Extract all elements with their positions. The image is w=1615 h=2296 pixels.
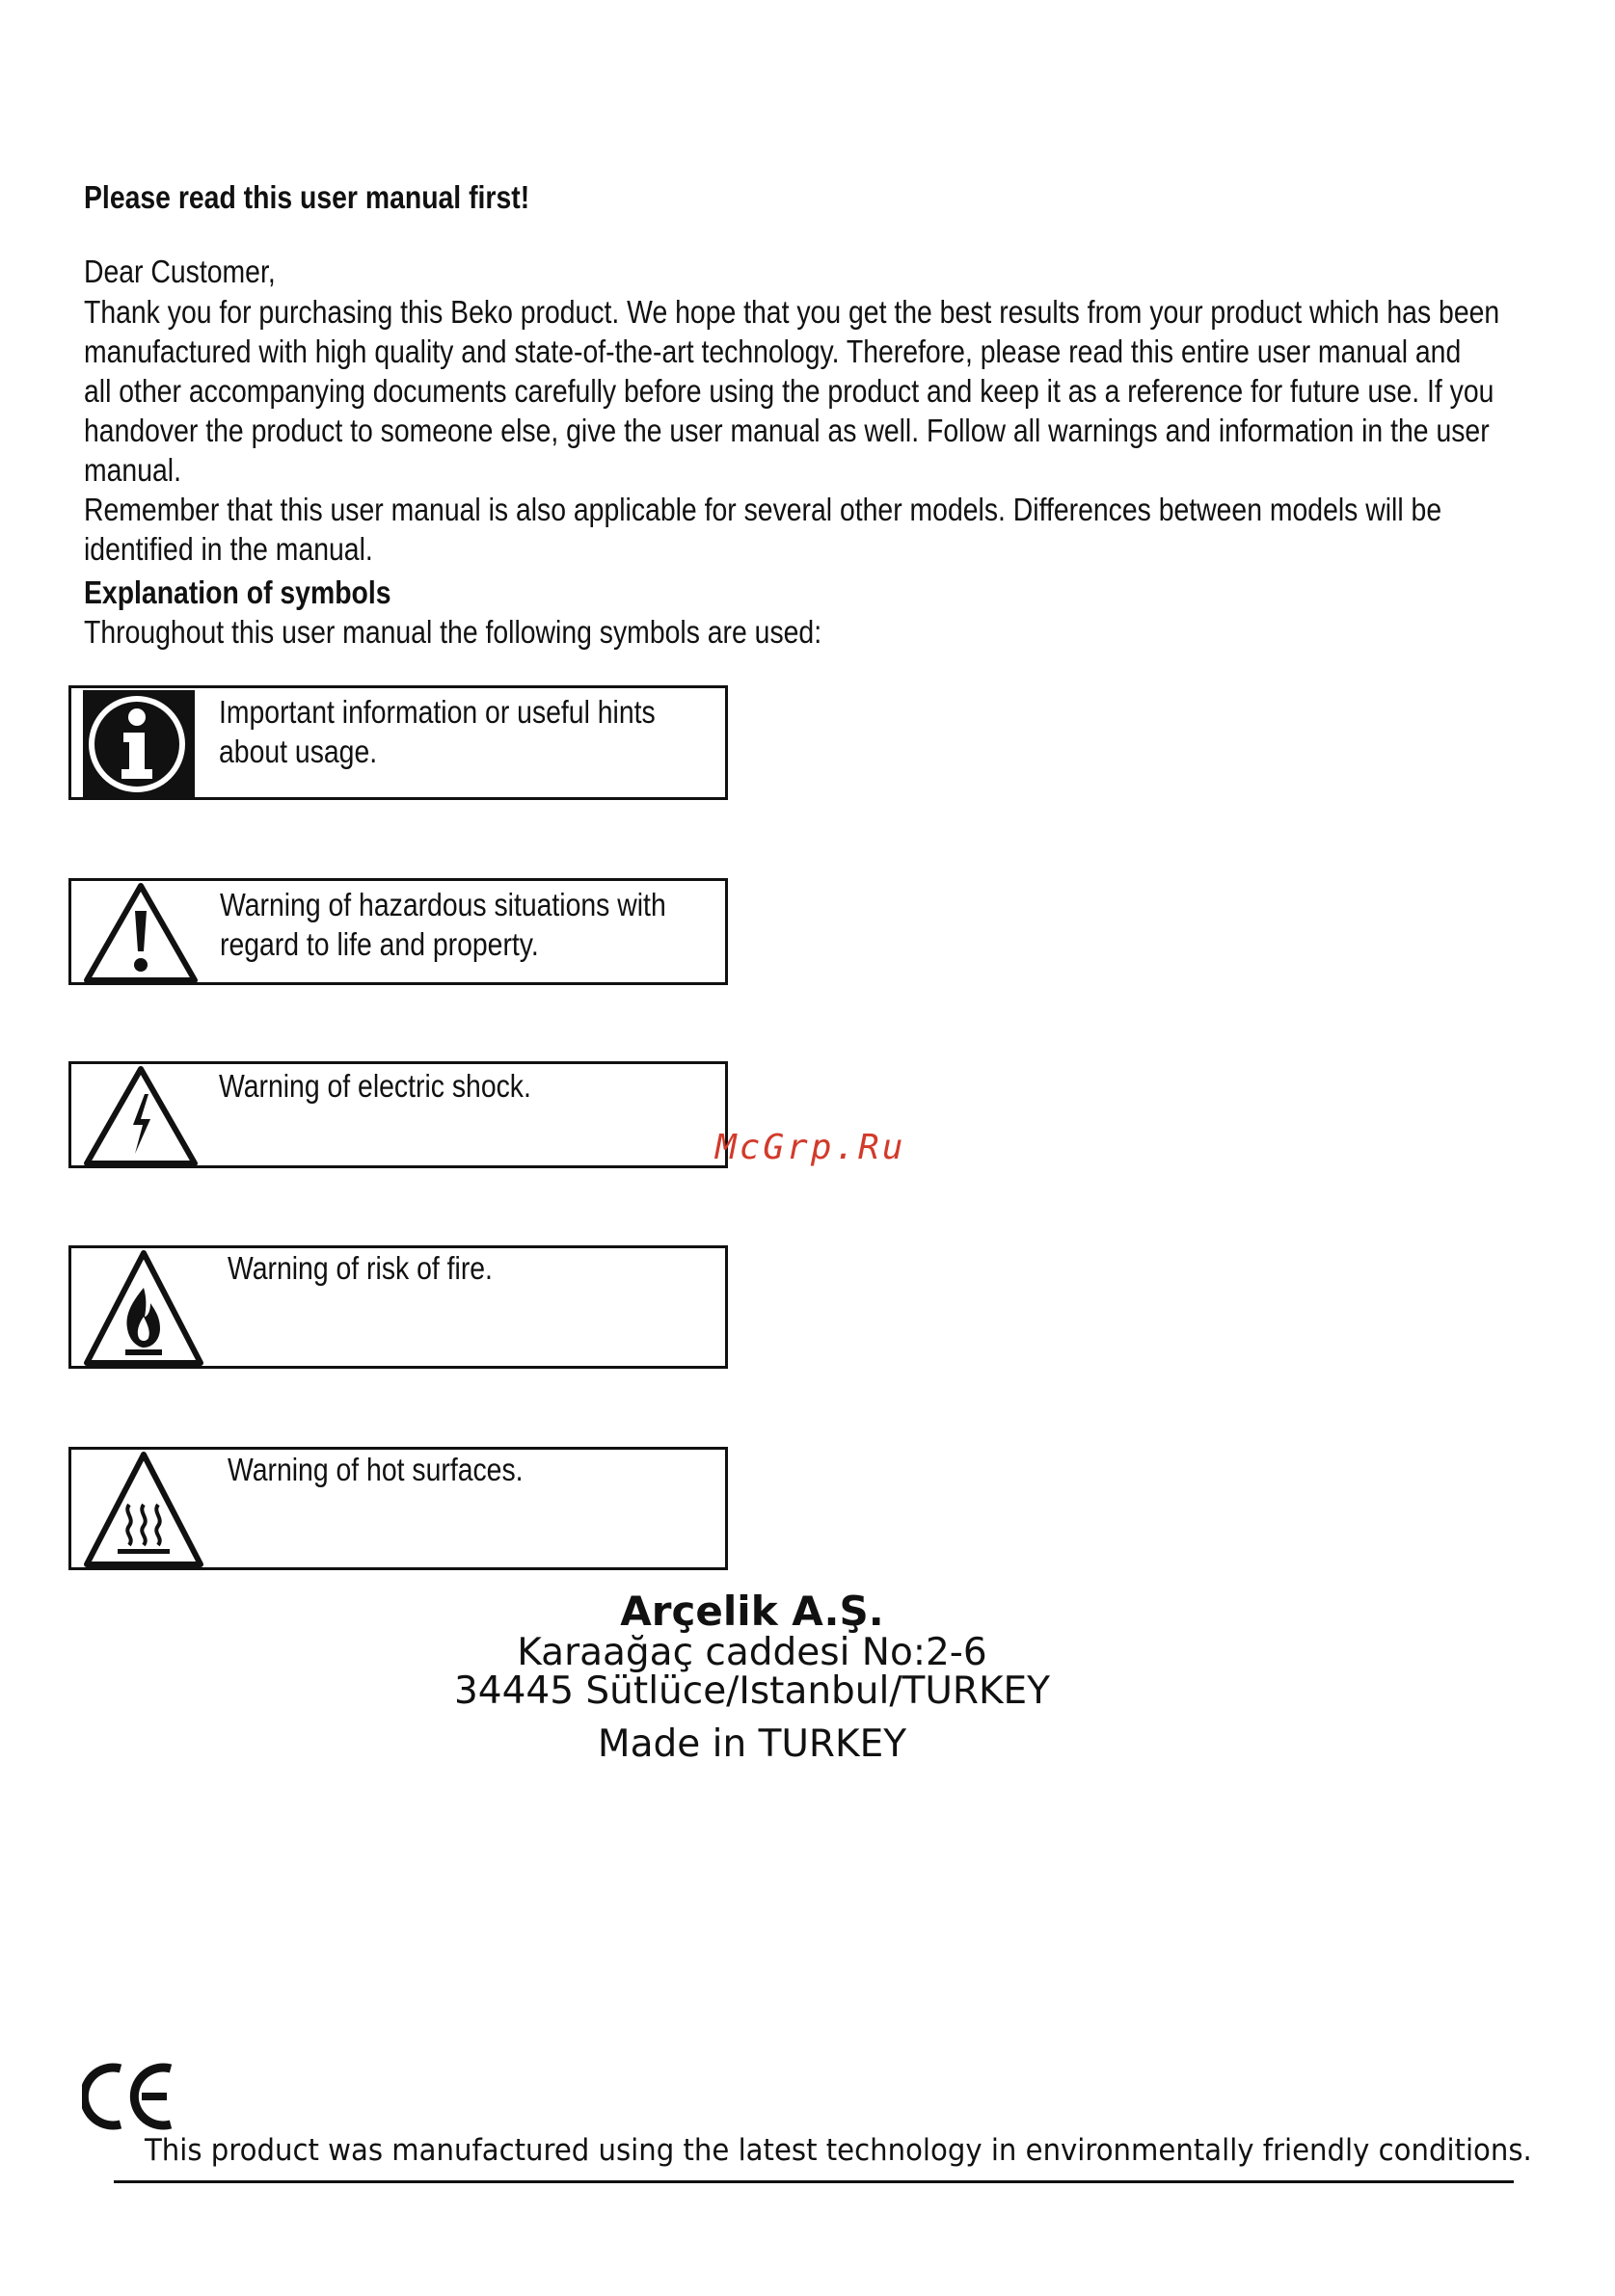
page-title: Please read this user manual first! (84, 179, 530, 215)
intro-line: manual. (84, 452, 181, 488)
intro-paragraph (84, 292, 1615, 569)
intro-line: all other accompanying documents carefully before using the product and keep it as a reference for future use. If you (84, 373, 1494, 409)
symbol-text: Warning of hot surfaces. (228, 1452, 524, 1487)
greeting: Dear Customer, (84, 254, 276, 289)
made-in: Made in TURKEY (597, 1722, 907, 1766)
hot-surface-icon (83, 1451, 204, 1568)
address-street: Karaağaç caddesi No:2-6 (517, 1631, 987, 1674)
symbols-intro: Throughout this user manual the following symbols are used: (84, 614, 822, 650)
symbol-text: Warning of risk of fire. (228, 1250, 493, 1286)
footer-rule (114, 2180, 1514, 2183)
intro-line: manufactured with high quality and state-of-the-art technology. Therefore, please read this entire user manual and (84, 334, 1462, 369)
symbols-heading: Explanation of symbols (84, 574, 391, 610)
intro-line: identified in the manual. (84, 531, 373, 567)
symbol-box-hot-surface (68, 1447, 728, 1570)
intro-line: handover the product to someone else, give the user manual as well. Follow all warnings and information in the user (84, 413, 1490, 448)
footer-note: This product was manufactured using the latest technology in environmentally friendly conditions. (145, 2133, 1532, 2168)
address-city: 34445 Sütlüce/Istanbul/TURKEY (453, 1669, 1051, 1713)
symbol-box-warning (68, 878, 728, 985)
intro-line: Remember that this user manual is also applicable for several other models. Differences between models will be (84, 492, 1442, 527)
electric-shock-icon (83, 1065, 199, 1167)
company-name: Arçelik A.Ş. (620, 1588, 884, 1635)
symbol-text: Important information or useful hints about usage. (219, 694, 656, 769)
symbol-box-electric (68, 1061, 728, 1168)
symbol-text: Warning of electric shock. (219, 1068, 531, 1104)
symbol-box-fire (68, 1245, 728, 1369)
info-icon (83, 690, 195, 798)
intro-line: Thank you for purchasing this Beko product. We hope that you get the best results from your product which has been (84, 294, 1500, 330)
symbol-box-info (68, 685, 728, 800)
ce-mark-icon (82, 2063, 178, 2130)
watermark: McGrp.Ru (715, 1128, 906, 1167)
warning-exclamation-icon (83, 882, 199, 984)
symbol-text: Warning of hazardous situations with regard to life and property. (220, 887, 666, 962)
fire-risk-icon (83, 1249, 204, 1367)
